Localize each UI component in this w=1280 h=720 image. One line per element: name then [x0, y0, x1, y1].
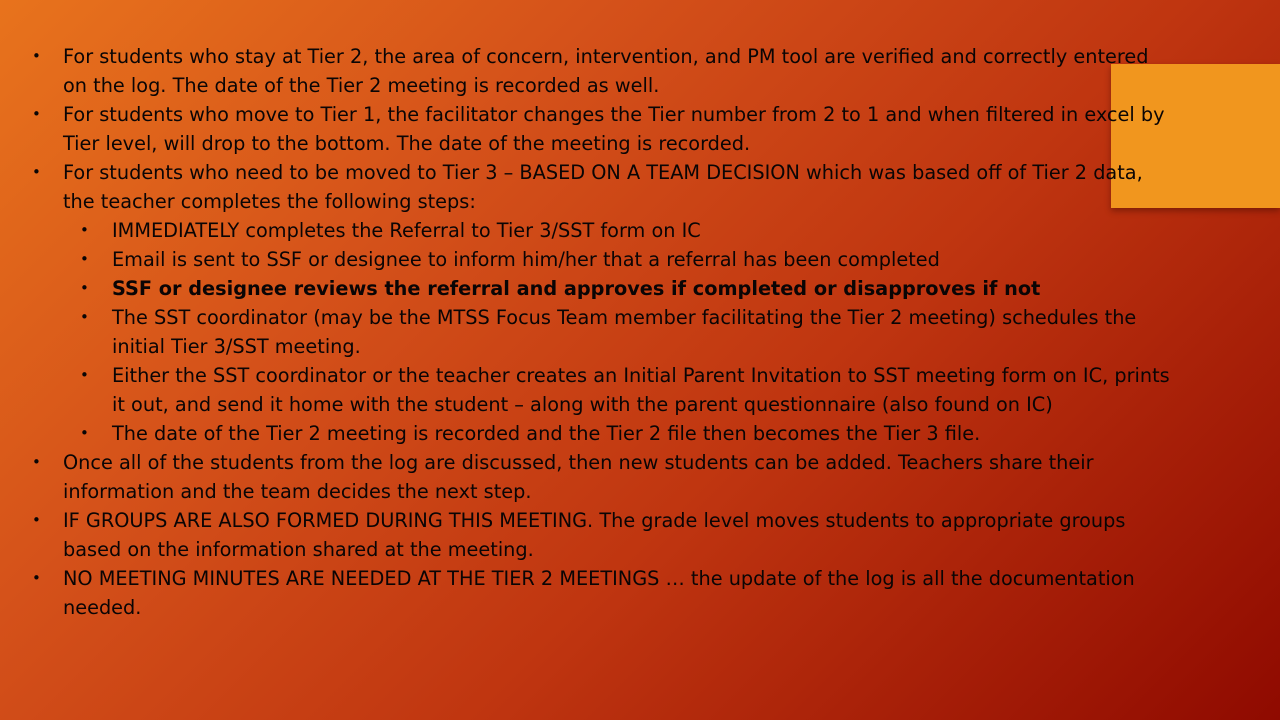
list-item [32, 506, 1172, 564]
sub-list-item-text: Email is sent to SSF or designee to inform him/her that a referral has been completed [112, 248, 940, 271]
sub-list-item-text: IMMEDIATELY completes the Referral to Tier 3/SST form on IC [112, 219, 701, 242]
bullet-icon: • [80, 279, 89, 297]
bullet-icon: • [80, 424, 89, 442]
sub-list-item [32, 303, 1172, 361]
list-item [32, 564, 1172, 622]
list-item [32, 448, 1172, 506]
list-item [32, 42, 1172, 100]
list-item-text: Once all of the students from the log are discussed, then new students can be added. Teachers share their information and the team decides the next step. [63, 451, 1094, 503]
sub-list-item [32, 274, 1172, 303]
bullet-icon: • [80, 366, 89, 384]
sub-list-item [32, 361, 1172, 419]
list-item-text: IF GROUPS ARE ALSO FORMED DURING THIS MEETING. The grade level moves students to appropriate groups based on the information shared at the meeting. [63, 509, 1126, 561]
bullet-icon: • [32, 453, 41, 471]
bullet-icon: • [32, 511, 41, 529]
slide-body [32, 42, 1172, 622]
bullet-icon: • [32, 47, 41, 65]
sub-list-item-text: SSF or designee reviews the referral and approves if completed or disapproves if not [112, 277, 1041, 300]
list-item-text: For students who need to be moved to Tier 3 – BASED ON A TEAM DECISION which was based off of Tier 2 data, the teacher completes the following steps: [63, 161, 1143, 213]
list-item [32, 158, 1172, 216]
bullet-icon: • [32, 163, 41, 181]
list-item-text: For students who move to Tier 1, the facilitator changes the Tier number from 2 to 1 and when filtered in excel by Tier level, will drop to the bottom. The date of the meeting is recorded. [63, 103, 1165, 155]
bullet-icon: • [32, 569, 41, 587]
sub-list-item-text: Either the SST coordinator or the teacher creates an Initial Parent Invitation to SST meeting form on IC, prints it out, and send it home with the student – along with the parent questionnaire (also found on IC) [112, 364, 1170, 416]
sub-list-item-text: The SST coordinator (may be the MTSS Focus Team member facilitating the Tier 2 meeting) schedules the initial Tier 3/SST meeting. [112, 306, 1137, 358]
sub-list-item [32, 419, 1172, 448]
list-item [32, 100, 1172, 158]
sub-list-item [32, 245, 1172, 274]
bullet-icon: • [80, 308, 89, 326]
bullet-icon: • [80, 250, 89, 268]
bullet-icon: • [32, 105, 41, 123]
sub-list-item-text: The date of the Tier 2 meeting is recorded and the Tier 2 file then becomes the Tier 3 file. [112, 422, 981, 445]
sub-list-item [32, 216, 1172, 245]
list-item-text: NO MEETING MINUTES ARE NEEDED AT THE TIER 2 MEETINGS … the update of the log is all the documentation needed. [63, 567, 1135, 619]
list-item-text: For students who stay at Tier 2, the area of concern, intervention, and PM tool are verified and correctly entered on the log. The date of the Tier 2 meeting is recorded as well. [63, 45, 1149, 97]
bullet-icon: • [80, 221, 89, 239]
bullet-list [32, 42, 1172, 622]
